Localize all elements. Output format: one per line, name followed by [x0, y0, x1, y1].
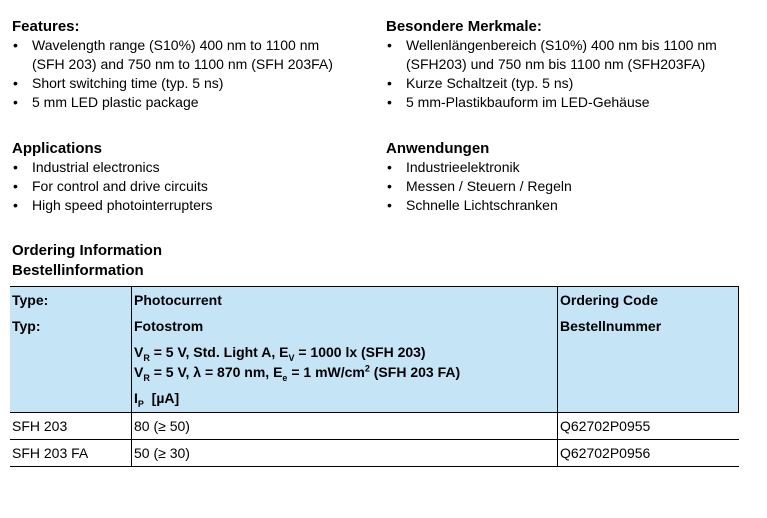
list-item — [386, 158, 761, 177]
list-item — [12, 177, 377, 196]
merkmale-heading: Besondere Merkmale: — [386, 18, 542, 35]
bullet: • — [13, 197, 18, 213]
list-item-continuation — [386, 55, 761, 74]
merkmale-list — [386, 36, 761, 112]
anwendungen-section — [386, 139, 761, 215]
ordering-code-header-de: Bestellnummer — [560, 318, 662, 334]
list-item — [12, 74, 377, 93]
list-item-text: Industrial electronics — [32, 159, 160, 175]
ordering-table — [10, 286, 739, 467]
type-cell: SFH 203 FA — [10, 440, 132, 467]
bullet: • — [387, 197, 392, 213]
anwendungen-list — [386, 158, 761, 215]
photocurrent-header-en: Photocurrent — [134, 292, 222, 308]
bullet: • — [13, 75, 18, 91]
list-item-text: Schnelle Lichtschranken — [406, 197, 558, 213]
bullet: • — [13, 37, 18, 53]
list-item — [386, 93, 761, 112]
list-item-text: Wellenlängenbereich (S10%) 400 nm bis 1100 nm — [406, 37, 717, 53]
type-header — [10, 287, 132, 413]
table-row — [10, 440, 739, 467]
list-item-text: (SFH203) und 750 nm bis 1100 nm (SFH203FA) — [406, 56, 706, 72]
photocurrent-header-de: Fotostrom — [134, 318, 204, 334]
list-item — [12, 196, 377, 215]
ordering-code-cell: Q62702P0955 — [558, 413, 739, 440]
list-item — [12, 36, 377, 55]
list-item — [12, 93, 377, 112]
type-header-en: Type: — [12, 292, 49, 308]
list-item-text: Messen / Steuern / Regeln — [406, 178, 572, 194]
list-item-text: 5 mm-Plastikbauform im LED-Gehäuse — [406, 94, 650, 110]
bullet: • — [387, 94, 392, 110]
ordering-code-header — [558, 287, 739, 413]
condition-line-1: $V_R = 5$ V, Std. Light A, $E_V = 1000$ lx (SFH 203) — [134, 344, 426, 363]
list-item-text: Wavelength range (S10%) 400 nm to 1100 nm — [32, 37, 320, 53]
type-header-de: Typ: — [12, 318, 41, 334]
list-item-text: Industrieelektronik — [406, 159, 520, 175]
list-item-text: For control and drive circuits — [32, 178, 208, 194]
list-item-text: (SFH 203) and 750 nm to 1100 nm (SFH 203FA) — [32, 56, 333, 72]
features-heading: Features: — [12, 18, 80, 35]
ordering-title — [12, 241, 162, 281]
unit-line: $I_P$ [µA] — [134, 390, 180, 409]
applications-section — [12, 139, 377, 215]
condition-line-2: $V_R = 5$ V, λ = 870 nm, $E_e = 1$ $mW/cm^2$ (SFH 203 FA) — [134, 363, 461, 383]
bullet: • — [13, 159, 18, 175]
list-item — [386, 196, 761, 215]
list-item — [386, 74, 761, 93]
list-item-continuation — [12, 55, 377, 74]
list-item-text: 5 mm LED plastic package — [32, 94, 199, 110]
ordering-title-de: Bestellinformation — [12, 262, 144, 279]
applications-heading: Applications — [12, 140, 103, 157]
photocurrent-header — [132, 287, 558, 413]
list-item — [12, 158, 377, 177]
applications-list — [12, 158, 377, 215]
list-item-text: Short switching time (typ. 5 ns) — [32, 75, 224, 91]
bullet: • — [387, 178, 392, 194]
features-list — [12, 36, 377, 112]
ordering-code-cell: Q62702P0956 — [558, 440, 739, 467]
list-item-text: High speed photointerrupters — [32, 197, 213, 213]
merkmale-section — [386, 17, 761, 112]
bullet: • — [13, 94, 18, 110]
ordering-title-en: Ordering Information — [12, 242, 162, 259]
table-header-row — [10, 287, 739, 413]
table-row — [10, 413, 739, 440]
list-item — [386, 36, 761, 55]
bullet: • — [387, 75, 392, 91]
list-item — [386, 177, 761, 196]
bullet: • — [387, 37, 392, 53]
photocurrent-cell: 80 (≥ 50) — [132, 413, 558, 440]
list-item-text: Kurze Schaltzeit (typ. 5 ns) — [406, 75, 574, 91]
anwendungen-heading: Anwendungen — [386, 140, 490, 157]
ordering-code-header-en: Ordering Code — [560, 292, 659, 308]
bullet: • — [387, 159, 392, 175]
bullet: • — [13, 178, 18, 194]
photocurrent-cell: 50 (≥ 30) — [132, 440, 558, 467]
features-section — [12, 17, 377, 112]
type-cell: SFH 203 — [10, 413, 132, 440]
